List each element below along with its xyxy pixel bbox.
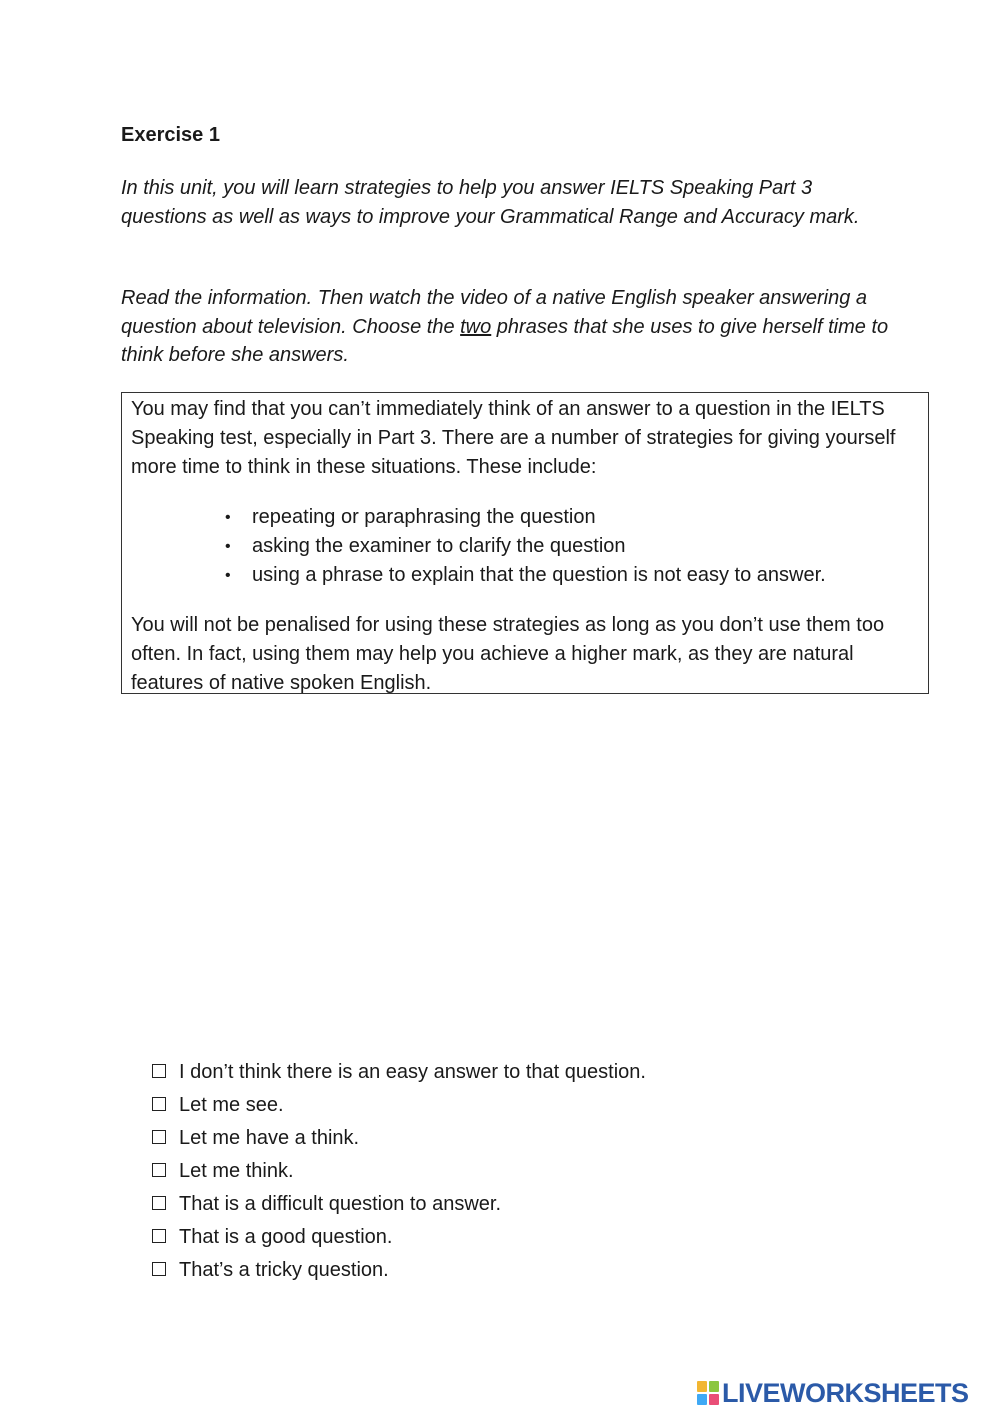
logo-tile [697,1381,707,1392]
intro-text-before: Read the information. Then watch the video of a native English speaker answering a question about television. Choose the [121,287,867,338]
phrase-option[interactable] [152,1088,646,1121]
phrase-option-label: That is a good question. [179,1225,393,1248]
checkbox[interactable] [152,1163,166,1177]
strategy-item [225,503,919,532]
exercise-title: Exercise 1 [121,124,220,146]
phrase-option[interactable] [152,1253,646,1286]
liveworksheets-logo[interactable] [697,1378,969,1408]
phrase-option[interactable] [152,1154,646,1187]
bullet-icon: • [225,538,231,555]
checkbox[interactable] [152,1196,166,1210]
checkbox[interactable] [152,1097,166,1111]
phrase-option-label: Let me see. [179,1093,284,1116]
logo-tile [709,1381,719,1392]
phrase-option[interactable] [152,1121,646,1154]
strategy-item [225,561,919,590]
strategy-item [225,532,919,561]
intro-text-after: phrases that she uses to give herself time to think before she answers. [121,315,889,366]
phrase-option[interactable] [152,1055,646,1088]
intro-paragraph-2 [121,284,891,370]
strategy-text: using a phrase to explain that the question is not easy to answer. [252,564,826,586]
info-box [121,392,929,694]
logo-tile [709,1394,719,1405]
strategy-text: asking the examiner to clarify the question [252,535,626,557]
checkbox[interactable] [152,1262,166,1276]
checkbox[interactable] [152,1064,166,1078]
phrase-option-label: That’s a tricky question. [179,1258,389,1281]
logo-mark-icon [697,1381,719,1405]
phrase-option-label: Let me think. [179,1159,294,1182]
bullet-icon: • [225,509,231,526]
phrase-option[interactable] [152,1220,646,1253]
checkbox[interactable] [152,1130,166,1144]
phrase-option-label: Let me have a think. [179,1126,360,1149]
logo-text: LIVEWORKSHEETS [722,1377,969,1408]
phrase-option-label: I don’t think there is an easy answer to that question. [179,1060,646,1083]
phrase-option[interactable] [152,1187,646,1220]
phrase-options [152,1055,646,1286]
intro-paragraph-1: In this unit, you will learn strategies to help you answer IELTS Speaking Part 3 questions as well as ways to improve your Grammatical Range and Accuracy mark. [121,177,860,228]
info-paragraph-2: You will not be penalised for using these strategies as long as you don’t use them too often. In fact, using them may help you achieve a higher mark, as they are natural features of native spoken English. [131,614,885,694]
phrase-option-label: That is a difficult question to answer. [179,1192,502,1215]
bullet-icon: • [225,567,231,584]
underlined-word: two [460,315,492,338]
logo-tile [697,1394,707,1405]
strategy-list [131,503,919,590]
info-paragraph-1: You may find that you can’t immediately think of an answer to a question in the IELTS Speaking test, especially in Part 3. There are a number of strategies for giving yourself more time to think in these situations. These include: [131,398,896,478]
strategy-text: repeating or paraphrasing the question [252,506,596,528]
checkbox[interactable] [152,1229,166,1243]
